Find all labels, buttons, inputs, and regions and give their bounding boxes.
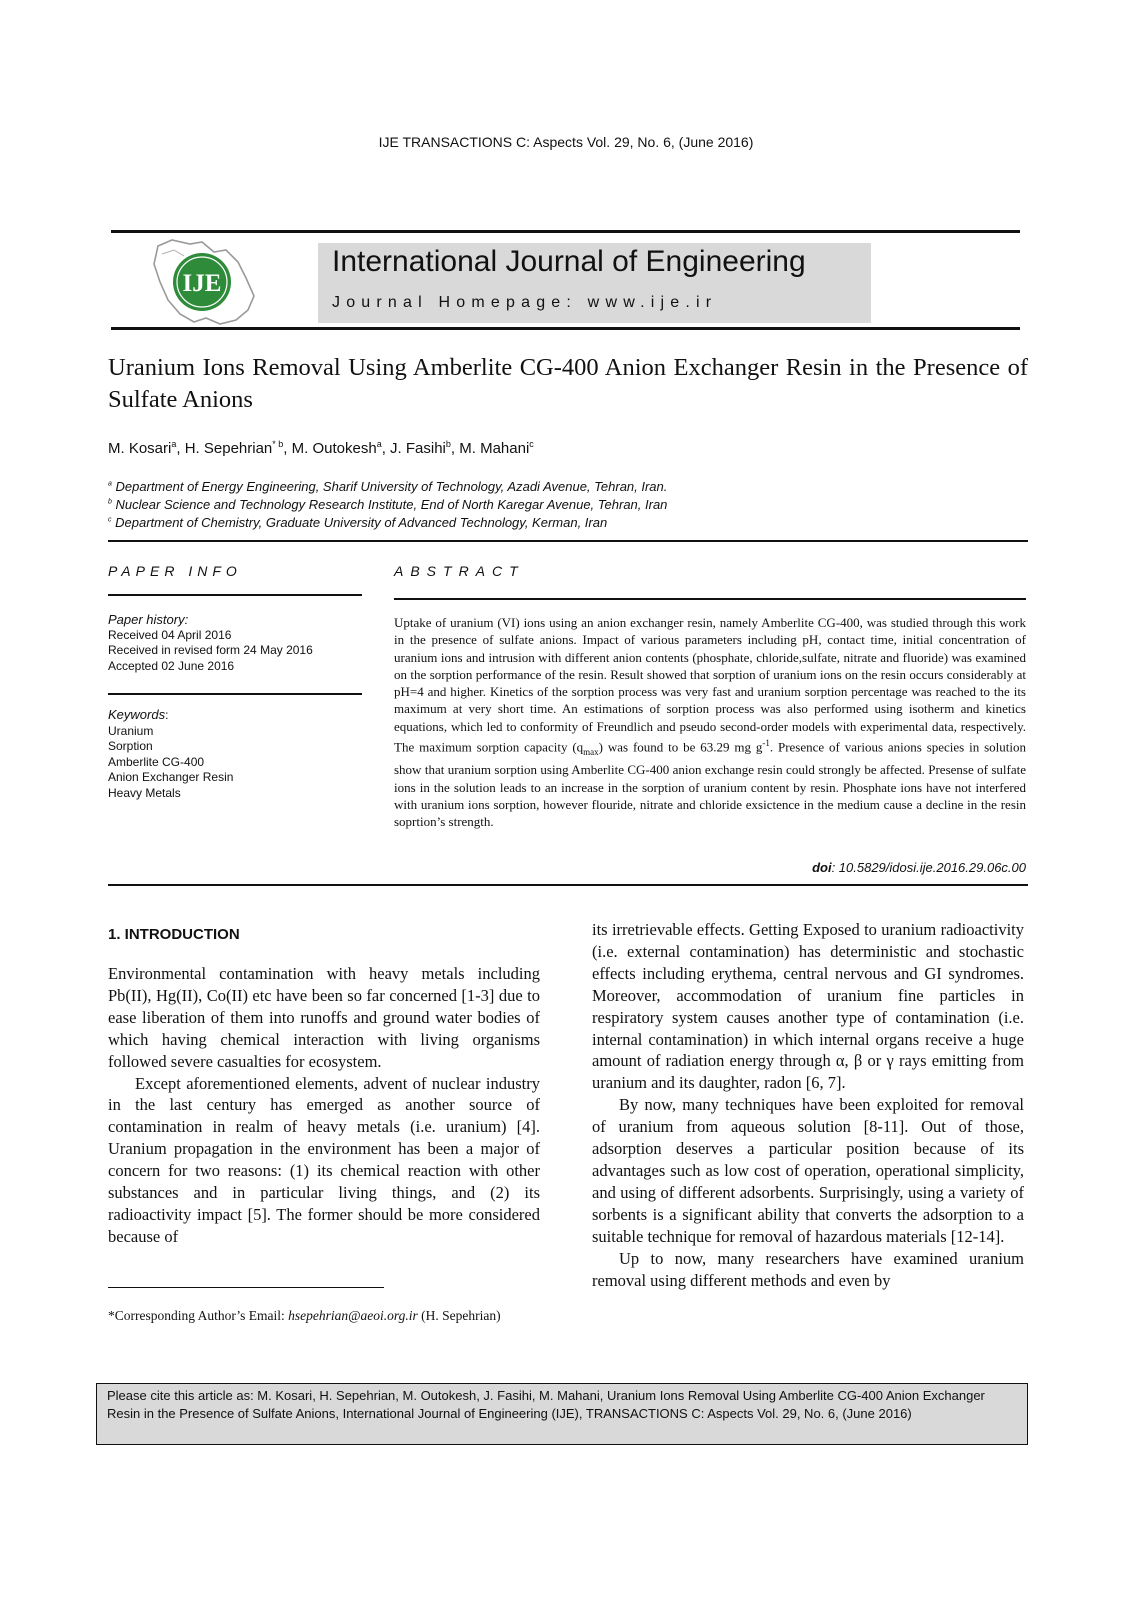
- author-affil-mark: a: [376, 439, 382, 449]
- doi-value: : 10.5829/idosi.ije.2016.29.06c.00: [831, 860, 1026, 875]
- header-divider: [108, 540, 1028, 542]
- journal-banner: [318, 243, 871, 323]
- logo-text: IJE: [182, 270, 222, 297]
- body-left-column: [108, 963, 540, 1248]
- corresponding-author-footnote: *Corresponding Author’s Email: hsepehrian@aeoi.org.ir (H. Sepehrian): [108, 1308, 501, 1323]
- author-name: M. Outokesh: [291, 440, 377, 457]
- keyword-item: Uranium: [108, 723, 154, 738]
- citation-box: Please cite this article as: M. Kosari, H. Sepehrian, M. Outokesh, J. Fasihi, M. Mahani, Uranium Ions Removal Using Amberlite CG-400 Anion Exchanger Resin in the Presence of Sulfate Anions, International Journal of Engineering (IJE), TRANSACTIONS C: Aspects Vol. 29, No. 6, (June 2016): [96, 1383, 1028, 1445]
- author-affil-mark: b: [445, 439, 451, 449]
- abstract-rule: [394, 598, 1026, 600]
- keywords: [108, 707, 233, 801]
- abstract-body: Uptake of uranium (VI) ions using an anion exchanger resin, namely Amberlite CG-400, was studied through this work in the presence of sulfate anions. Impact of various parameters including pH, contact time, initial concentration of uranium ions and intrusion with different anion contents (phosphate, chloride,sulfate, nitrate and fluoride) was examined on the sorption performance of the resin. Result showed that sorption of uranium ions on the resin occurs considerably at pH=4 and higher. Kinetics of the sorption process was very fast and uranium sorption percentage was reached to the its maximum at very short time. An estimations of sorption process was also performed using isotherm and kinetics equations, which led to conformity of Freundlich and pseudo second-order models with experimental data, respectively. The maximum sorption capacity $(q_{max})$ was found to be 63.29 mg $g^{-1}$. Presence of various anions species in solution show that uranium sorption using Amberlite CG-400 anion exchange resin could strongly be affected. Presense of sulfate ions in the solution leads to an increase in the sorption of uranium content by resin. Phosphate ions have not interfered with uranium ions sorption, however flouride, nitrate and chloride exsictence in the medium cause a decline in the resin soprtion’s strength.: [394, 615, 1026, 830]
- iran-map-logo-icon: [150, 238, 260, 326]
- author-affil-mark: c: [529, 439, 534, 449]
- author-name: M. Mahani: [459, 440, 530, 457]
- paper-info-rule: [108, 594, 362, 596]
- history-accepted: Accepted 02 June 2016: [108, 658, 235, 673]
- body-paragraph: Up to now, many researchers have examined uranium removal using different methods and even by: [592, 1248, 1024, 1290]
- masthead-top-rule: [111, 230, 1020, 233]
- author-affil-mark: * b: [272, 439, 284, 449]
- affiliation-b: $^b$ Nuclear Science and Technology Research Institute, End of North Karegar Avenue, Tehran, Iran: [108, 497, 668, 512]
- paper-history-label: Paper history:: [108, 612, 189, 627]
- author-email: hsepehrian@aeoi.org.ir: [288, 1308, 418, 1323]
- body-right-column: [592, 919, 1024, 1291]
- history-revised: Received in revised form 24 May 2016: [108, 643, 313, 657]
- masthead-bottom-rule: [111, 327, 1020, 330]
- footnote-rule: [108, 1287, 384, 1288]
- affiliation-c: $^c$ Department of Chemistry, Graduate University of Advanced Technology, Kerman, Iran: [108, 515, 608, 530]
- doi-line: [394, 860, 1026, 875]
- history-received: Received 04 April 2016: [108, 627, 232, 642]
- body-paragraph: By now, many techniques have been exploited for removal of uranium from aqueous solution [8-11]. Out of those, adsorption deserves a particular position because of its advantages such as low cost of operation, operational simplicity, and using of different adsorbents. Surprisingly, using a variety of sorbents is a significant ability that converts the adsorption to a suitable technique for removal of hazardous materials [12-14].: [592, 1095, 1024, 1246]
- doi-label: doi: [812, 860, 832, 875]
- author-affil-mark: a: [171, 439, 177, 449]
- author-name: H. Sepehrian: [184, 440, 273, 457]
- abstract-bottom-rule: [108, 884, 1028, 886]
- keyword-item: Sorption: [108, 739, 153, 753]
- journal-title: International Journal of Engineering: [332, 245, 806, 278]
- journal-homepage: Journal Homepage: www.ije.ir: [332, 294, 718, 311]
- body-paragraph: Environmental contamination with heavy metals including Pb(II), Hg(II), Co(II) etc have been so far concerned [1-3] due to ease liberation of them into runoffs and ground water bodies of which having chemical interaction with living organisms followed severe casualties for ecosystem.: [108, 964, 540, 1071]
- author-name: J. Fasihi: [390, 440, 446, 457]
- keywords-label: Keywords:: [108, 707, 169, 722]
- running-head: IJE TRANSACTIONS C: Aspects Vol. 29, No. 6, (June 2016): [378, 134, 754, 150]
- paper-title: Uranium Ions Removal Using Amberlite CG-400 Anion Exchanger Resin in the Presence of Sulfate Anions: [108, 354, 1028, 413]
- author-list: M. Kosari$^a$, H. Sepehrian$^{* b}$, M. Outokesh$^a$, J. Fasihi$^b$, M. Mahani$^c$: [108, 439, 534, 457]
- keyword-item: Heavy Metals: [108, 785, 181, 800]
- paper-history: [108, 612, 313, 674]
- journal-logo: [150, 238, 260, 326]
- author-name: M. Kosari: [108, 440, 172, 457]
- keyword-item: Anion Exchanger Resin: [108, 770, 234, 784]
- affiliation-a: $^a$ Department of Energy Engineering, Sharif University of Technology, Azadi Avenue, Tehran, Iran.: [108, 479, 668, 494]
- history-rule: [108, 693, 362, 695]
- introduction-heading: 1. INTRODUCTION: [108, 926, 240, 943]
- paper-info-heading: PAPER INFO: [108, 563, 242, 579]
- body-paragraph: Except aforementioned elements, advent of nuclear industry in the last century has emerged as another source of contamination in realm of heavy metals (i.e. uranium) [4]. Uranium propagation in the environment has been a major of concern for two reasons: (1) its chemical reaction with other substances and in particular living things, and (2) its radioactivity impact [5]. The former should be more considered because of: [108, 1073, 540, 1246]
- abstract-heading: ABSTRACT: [394, 563, 525, 579]
- keyword-item: Amberlite CG-400: [108, 754, 205, 769]
- body-paragraph: its irretrievable effects. Getting Exposed to uranium radioactivity (i.e. external contamination) has deterministic and stochastic effects including erythema, central nervous and GI syndromes. Moreover, accommodation of uranium fine particles in respiratory system causes another type of contamination (i.e. internal contamination) in which internal organs receive a huge amount of radiation energy through α, β or γ rays emitting from uranium and its daughter, radon [6, 7].: [592, 920, 1024, 1093]
